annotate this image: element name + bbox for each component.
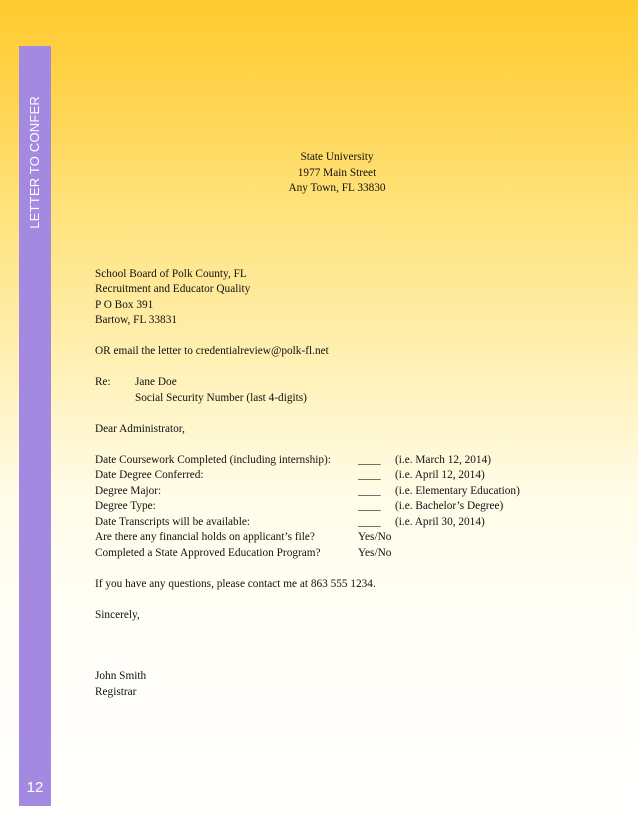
section-title: LETTER TO CONFER bbox=[27, 96, 42, 229]
signature-space bbox=[95, 623, 595, 669]
fact-row bbox=[95, 484, 520, 500]
applicant-name: Jane Doe bbox=[135, 376, 177, 388]
fact-question: Date Coursework Completed (including internship): bbox=[95, 453, 331, 466]
fact-row bbox=[95, 453, 520, 469]
sidebar bbox=[19, 46, 51, 806]
fact-example: (i.e. Bachelor’s Degree) bbox=[395, 500, 504, 512]
fact-row bbox=[95, 515, 520, 531]
fact-question: Degree Major: bbox=[95, 484, 162, 497]
fact-example: (i.e. April 30, 2014) bbox=[395, 515, 485, 528]
fact-question: Date Degree Conferred: bbox=[95, 469, 204, 481]
salutation: Dear Administrator, bbox=[95, 422, 185, 435]
fact-blank: ____ bbox=[358, 453, 381, 466]
email-note: OR email the letter to credentialreview@polk-fl.net bbox=[95, 345, 329, 357]
recipient-line: P O Box 391 bbox=[95, 298, 154, 311]
contact-line: If you have any questions, please contact me at 863 555 1234. bbox=[95, 577, 376, 590]
fact-question: Date Transcripts will be available: bbox=[95, 515, 250, 528]
fact-example: (i.e. Elementary Education) bbox=[395, 484, 520, 497]
signatory-title: Registrar bbox=[95, 685, 137, 698]
closing: Sincerely, bbox=[95, 608, 140, 621]
fact-row bbox=[95, 468, 520, 484]
signatory-name: John Smith bbox=[95, 670, 147, 682]
fact-question: Degree Type: bbox=[95, 500, 156, 512]
fact-blank: Yes/No bbox=[358, 546, 392, 559]
facts-table bbox=[95, 453, 520, 562]
re-block bbox=[95, 375, 595, 406]
letterhead bbox=[257, 150, 417, 197]
recipient-line: School Board of Polk County, FL bbox=[95, 267, 247, 280]
fact-example bbox=[395, 546, 520, 562]
recipient-line: Bartow, FL 33831 bbox=[95, 314, 178, 326]
fact-blank: ____ bbox=[358, 484, 381, 497]
letterhead-line: 1977 Main Street bbox=[297, 166, 377, 179]
letter bbox=[95, 150, 595, 700]
fact-row bbox=[95, 530, 520, 546]
recipient-line: Recruitment and Educator Quality bbox=[95, 283, 251, 295]
recipient-address bbox=[95, 267, 595, 329]
fact-blank: Yes/No bbox=[358, 531, 392, 543]
letterhead-line: Any Town, FL 33830 bbox=[288, 182, 386, 194]
page-number: 12 bbox=[26, 779, 44, 796]
fact-row bbox=[95, 546, 520, 562]
fact-example: (i.e. April 12, 2014) bbox=[395, 469, 485, 481]
letterhead-line: State University bbox=[300, 151, 374, 163]
fact-question: Are there any financial holds on applicant’s file? bbox=[95, 531, 315, 543]
fact-blank: ____ bbox=[358, 500, 381, 512]
fact-example: (i.e. March 12, 2014) bbox=[395, 453, 491, 466]
fact-example bbox=[395, 530, 520, 546]
fact-question: Completed a State Approved Education Program? bbox=[95, 546, 321, 559]
fact-blank: ____ bbox=[358, 515, 381, 528]
fact-row bbox=[95, 499, 520, 515]
fact-blank: ____ bbox=[358, 469, 381, 481]
ssn-line: Social Security Number (last 4-digits) bbox=[135, 391, 307, 404]
re-label: Re: bbox=[95, 376, 111, 388]
